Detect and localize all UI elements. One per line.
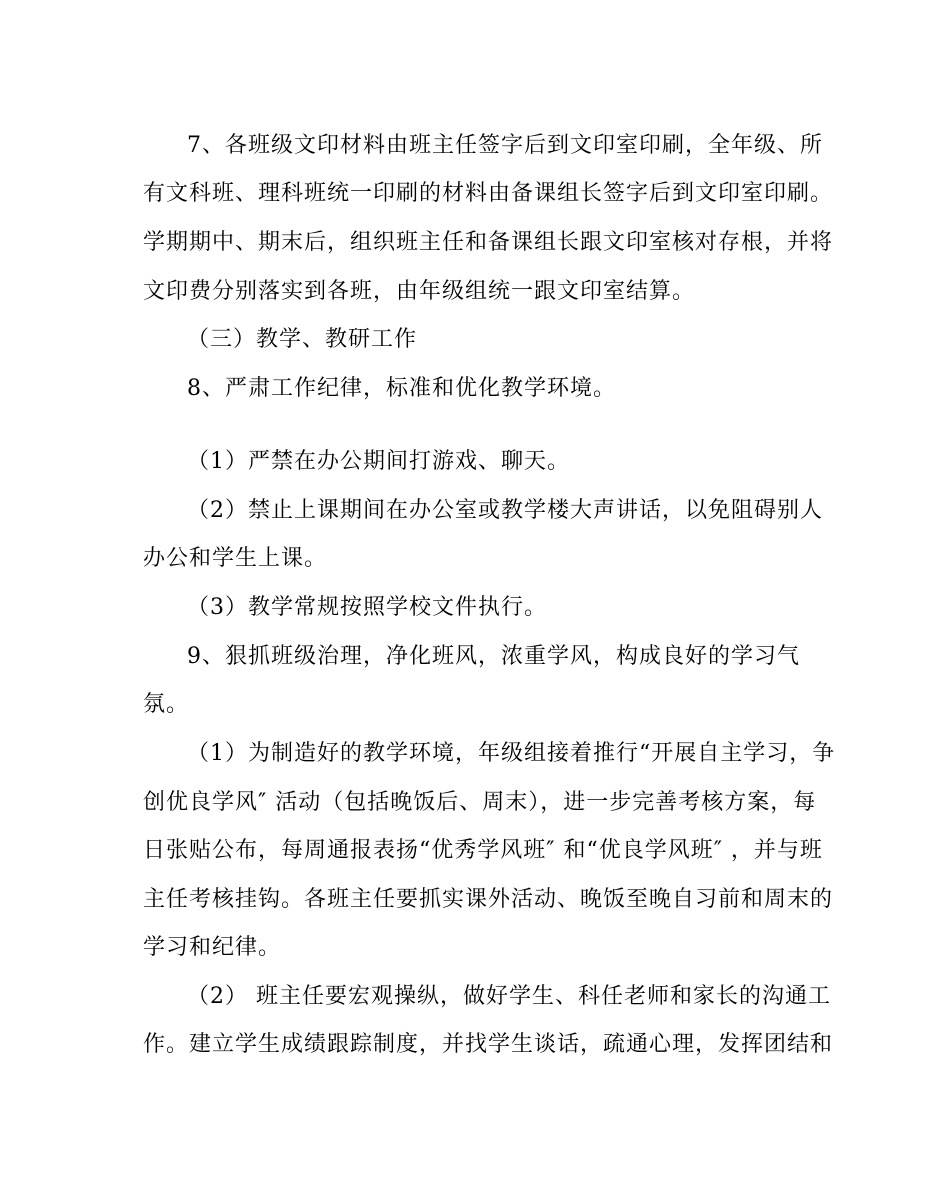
paragraph-line: （1）为制造好的教学环境，年级组接着推行“开展自主学习，争 <box>187 741 836 766</box>
paragraph-line: 9、狠抓班级治理，净化班风，浓重学风，构成良好的学习气 <box>187 644 800 669</box>
paragraph-line: （1）严禁在办公期间打游戏、聊天。 <box>187 449 570 474</box>
paragraph-line: 学期期中、期末后，组织班主任和备课组长跟文印室核对存根，并将 <box>143 230 834 255</box>
paragraph-line: 日张贴公布，每周通报表扬“优秀学风班″ 和“优良学风班″ ，并与班 <box>143 838 823 863</box>
paragraph-line: 8、严肃工作纪律，标准和优化教学环境。 <box>187 376 616 401</box>
paragraph-line: （2）禁止上课期间在办公室或教学楼大声讲话，以免阻碍别人 <box>187 498 823 523</box>
paragraph-line: 办公和学生上课。 <box>143 546 328 571</box>
paragraph-line: 创优良学风″ 活动（包括晚饭后、周末），进一步完善考核方案，每 <box>143 790 817 815</box>
paragraph-line: 有文科班、理科班统一印刷的材料由备课组长签字后到文印室印刷。 <box>143 181 834 206</box>
paragraph-line: 7、各班级文印材料由班主任签字后到文印室印刷，全年级、所 <box>187 133 823 158</box>
paragraph-line: 主任考核挂钩。各班主任要抓实课外活动、晚饭至晚自习前和周末的 <box>143 887 834 912</box>
paragraph-line: （3）教学常规按照学校文件执行。 <box>187 595 547 620</box>
section-heading: （三）教学、教研工作 <box>187 327 418 352</box>
paragraph-line: （2） 班主任要宏观操纵，做好学生、科任老师和家长的沟通工 <box>187 984 831 1009</box>
paragraph-line: 学习和纪律。 <box>143 935 282 960</box>
paragraph-line: 作。建立学生成绩跟踪制度，并找学生谈话，疏通心理，发挥团结和 <box>143 1032 834 1057</box>
paragraph-line: 氛。 <box>143 692 190 717</box>
paragraph-line: 文印费分别落实到各班，由年级组统一跟文印室结算。 <box>143 279 696 304</box>
